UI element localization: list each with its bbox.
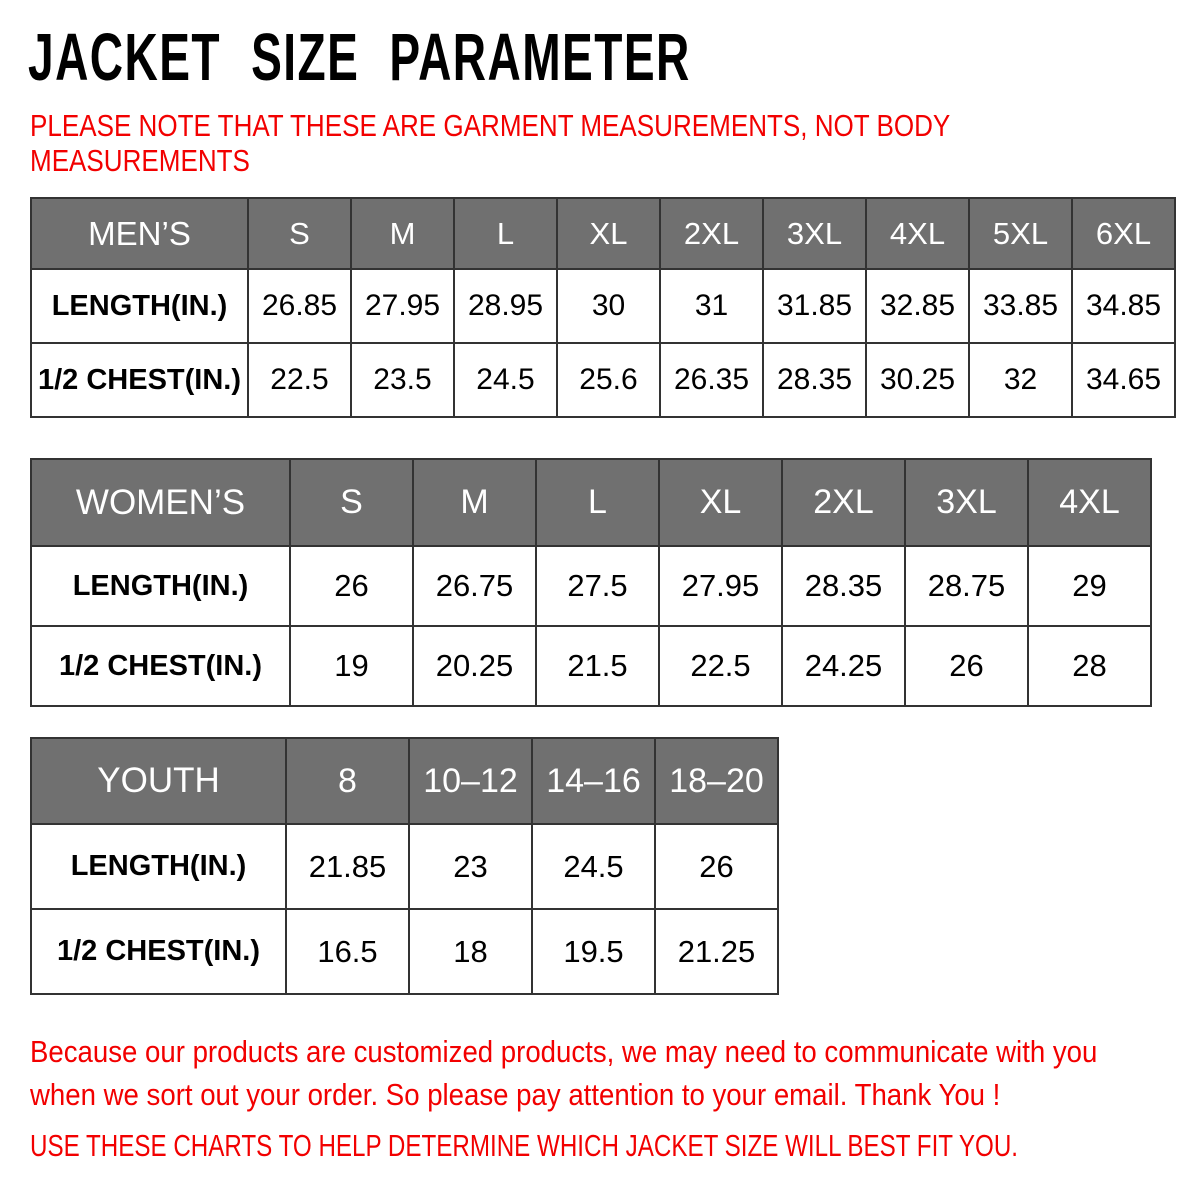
womens-data-row bbox=[31, 626, 1151, 706]
measurement-value: 27.95 bbox=[659, 546, 782, 626]
womens-size-header: S bbox=[290, 459, 413, 546]
mens-table bbox=[30, 197, 1176, 418]
measurement-value: 33.85 bbox=[969, 269, 1072, 343]
youth-size-header: 18–20 bbox=[655, 738, 778, 824]
measurement-value: 24.5 bbox=[454, 343, 557, 417]
youth-size-header: 8 bbox=[286, 738, 409, 824]
measurement-value: 16.5 bbox=[286, 909, 409, 994]
measurement-value: 26.85 bbox=[248, 269, 351, 343]
measurement-value: 26 bbox=[290, 546, 413, 626]
customization-note bbox=[30, 1030, 1200, 1116]
mens-size-header: 3XL bbox=[763, 198, 866, 269]
youth-size-table bbox=[30, 737, 779, 995]
row-label: 1/2 CHEST(IN.) bbox=[31, 626, 290, 706]
womens-size-header: XL bbox=[659, 459, 782, 546]
womens-size-header: L bbox=[536, 459, 659, 546]
youth-table bbox=[30, 737, 779, 995]
measurement-value: 24.25 bbox=[782, 626, 905, 706]
mens-size-header: M bbox=[351, 198, 454, 269]
fit-advice-note: USE THESE CHARTS TO HELP DETERMINE WHICH JACKET SIZE WILL BEST FIT YOU. bbox=[30, 1128, 1019, 1163]
mens-size-header: 2XL bbox=[660, 198, 763, 269]
womens-size-header: 2XL bbox=[782, 459, 905, 546]
womens-header-row bbox=[31, 459, 1151, 546]
measurement-value: 34.65 bbox=[1072, 343, 1175, 417]
measurement-value: 19.5 bbox=[532, 909, 655, 994]
measurement-value: 28.35 bbox=[763, 343, 866, 417]
measurement-value: 21.85 bbox=[286, 824, 409, 909]
youth-size-header: 14–16 bbox=[532, 738, 655, 824]
measurement-value: 32.85 bbox=[866, 269, 969, 343]
measurement-value: 22.5 bbox=[659, 626, 782, 706]
youth-data-row bbox=[31, 909, 778, 994]
note-line: PLEASE NOTE THAT THESE ARE GARMENT MEASUREMENTS, NOT BODY bbox=[30, 108, 951, 143]
mens-size-header: XL bbox=[557, 198, 660, 269]
page-title: JACKET SIZE PARAMETER bbox=[28, 18, 691, 95]
mens-data-row bbox=[31, 269, 1175, 343]
womens-table bbox=[30, 458, 1152, 707]
womens-size-table bbox=[30, 458, 1152, 707]
measurement-value: 34.85 bbox=[1072, 269, 1175, 343]
note-line: MEASUREMENTS bbox=[30, 143, 250, 178]
measurement-value: 22.5 bbox=[248, 343, 351, 417]
row-label: LENGTH(IN.) bbox=[31, 269, 248, 343]
row-label: 1/2 CHEST(IN.) bbox=[31, 343, 248, 417]
measurement-value: 30.25 bbox=[866, 343, 969, 417]
measurement-value: 28.75 bbox=[905, 546, 1028, 626]
measurement-value: 28 bbox=[1028, 626, 1151, 706]
measurement-value: 18 bbox=[409, 909, 532, 994]
measurement-value: 26.35 bbox=[660, 343, 763, 417]
measurement-value: 28.35 bbox=[782, 546, 905, 626]
row-label: 1/2 CHEST(IN.) bbox=[31, 909, 286, 994]
mens-header-row bbox=[31, 198, 1175, 269]
youth-group-header: YOUTH bbox=[31, 738, 286, 824]
mens-size-header: 4XL bbox=[866, 198, 969, 269]
row-label: LENGTH(IN.) bbox=[31, 546, 290, 626]
note-line: Because our products are customized products, we may need to communicate with you bbox=[30, 1034, 1098, 1069]
womens-group-header: WOMEN’S bbox=[31, 459, 290, 546]
measurement-value: 21.5 bbox=[536, 626, 659, 706]
measurement-value: 27.95 bbox=[351, 269, 454, 343]
mens-data-row bbox=[31, 343, 1175, 417]
garment-measurement-note bbox=[30, 108, 1126, 178]
womens-size-header: 4XL bbox=[1028, 459, 1151, 546]
measurement-value: 29 bbox=[1028, 546, 1151, 626]
mens-size-header: S bbox=[248, 198, 351, 269]
measurement-value: 21.25 bbox=[655, 909, 778, 994]
mens-size-table bbox=[30, 197, 1176, 418]
row-label: LENGTH(IN.) bbox=[31, 824, 286, 909]
measurement-value: 30 bbox=[557, 269, 660, 343]
measurement-value: 26 bbox=[905, 626, 1028, 706]
measurement-value: 28.95 bbox=[454, 269, 557, 343]
note-line: when we sort out your order. So please pay attention to your email. Thank You ! bbox=[30, 1077, 1001, 1112]
measurement-value: 25.6 bbox=[557, 343, 660, 417]
measurement-value: 32 bbox=[969, 343, 1072, 417]
youth-data-row bbox=[31, 824, 778, 909]
measurement-value: 26 bbox=[655, 824, 778, 909]
womens-size-header: M bbox=[413, 459, 536, 546]
measurement-value: 26.75 bbox=[413, 546, 536, 626]
measurement-value: 23 bbox=[409, 824, 532, 909]
measurement-value: 31 bbox=[660, 269, 763, 343]
mens-size-header: L bbox=[454, 198, 557, 269]
womens-size-header: 3XL bbox=[905, 459, 1028, 546]
mens-size-header: 6XL bbox=[1072, 198, 1175, 269]
youth-size-header: 10–12 bbox=[409, 738, 532, 824]
measurement-value: 27.5 bbox=[536, 546, 659, 626]
measurement-value: 24.5 bbox=[532, 824, 655, 909]
youth-header-row bbox=[31, 738, 778, 824]
mens-size-header: 5XL bbox=[969, 198, 1072, 269]
measurement-value: 31.85 bbox=[763, 269, 866, 343]
measurement-value: 20.25 bbox=[413, 626, 536, 706]
womens-data-row bbox=[31, 546, 1151, 626]
measurement-value: 23.5 bbox=[351, 343, 454, 417]
mens-group-header: MEN’S bbox=[31, 198, 248, 269]
measurement-value: 19 bbox=[290, 626, 413, 706]
